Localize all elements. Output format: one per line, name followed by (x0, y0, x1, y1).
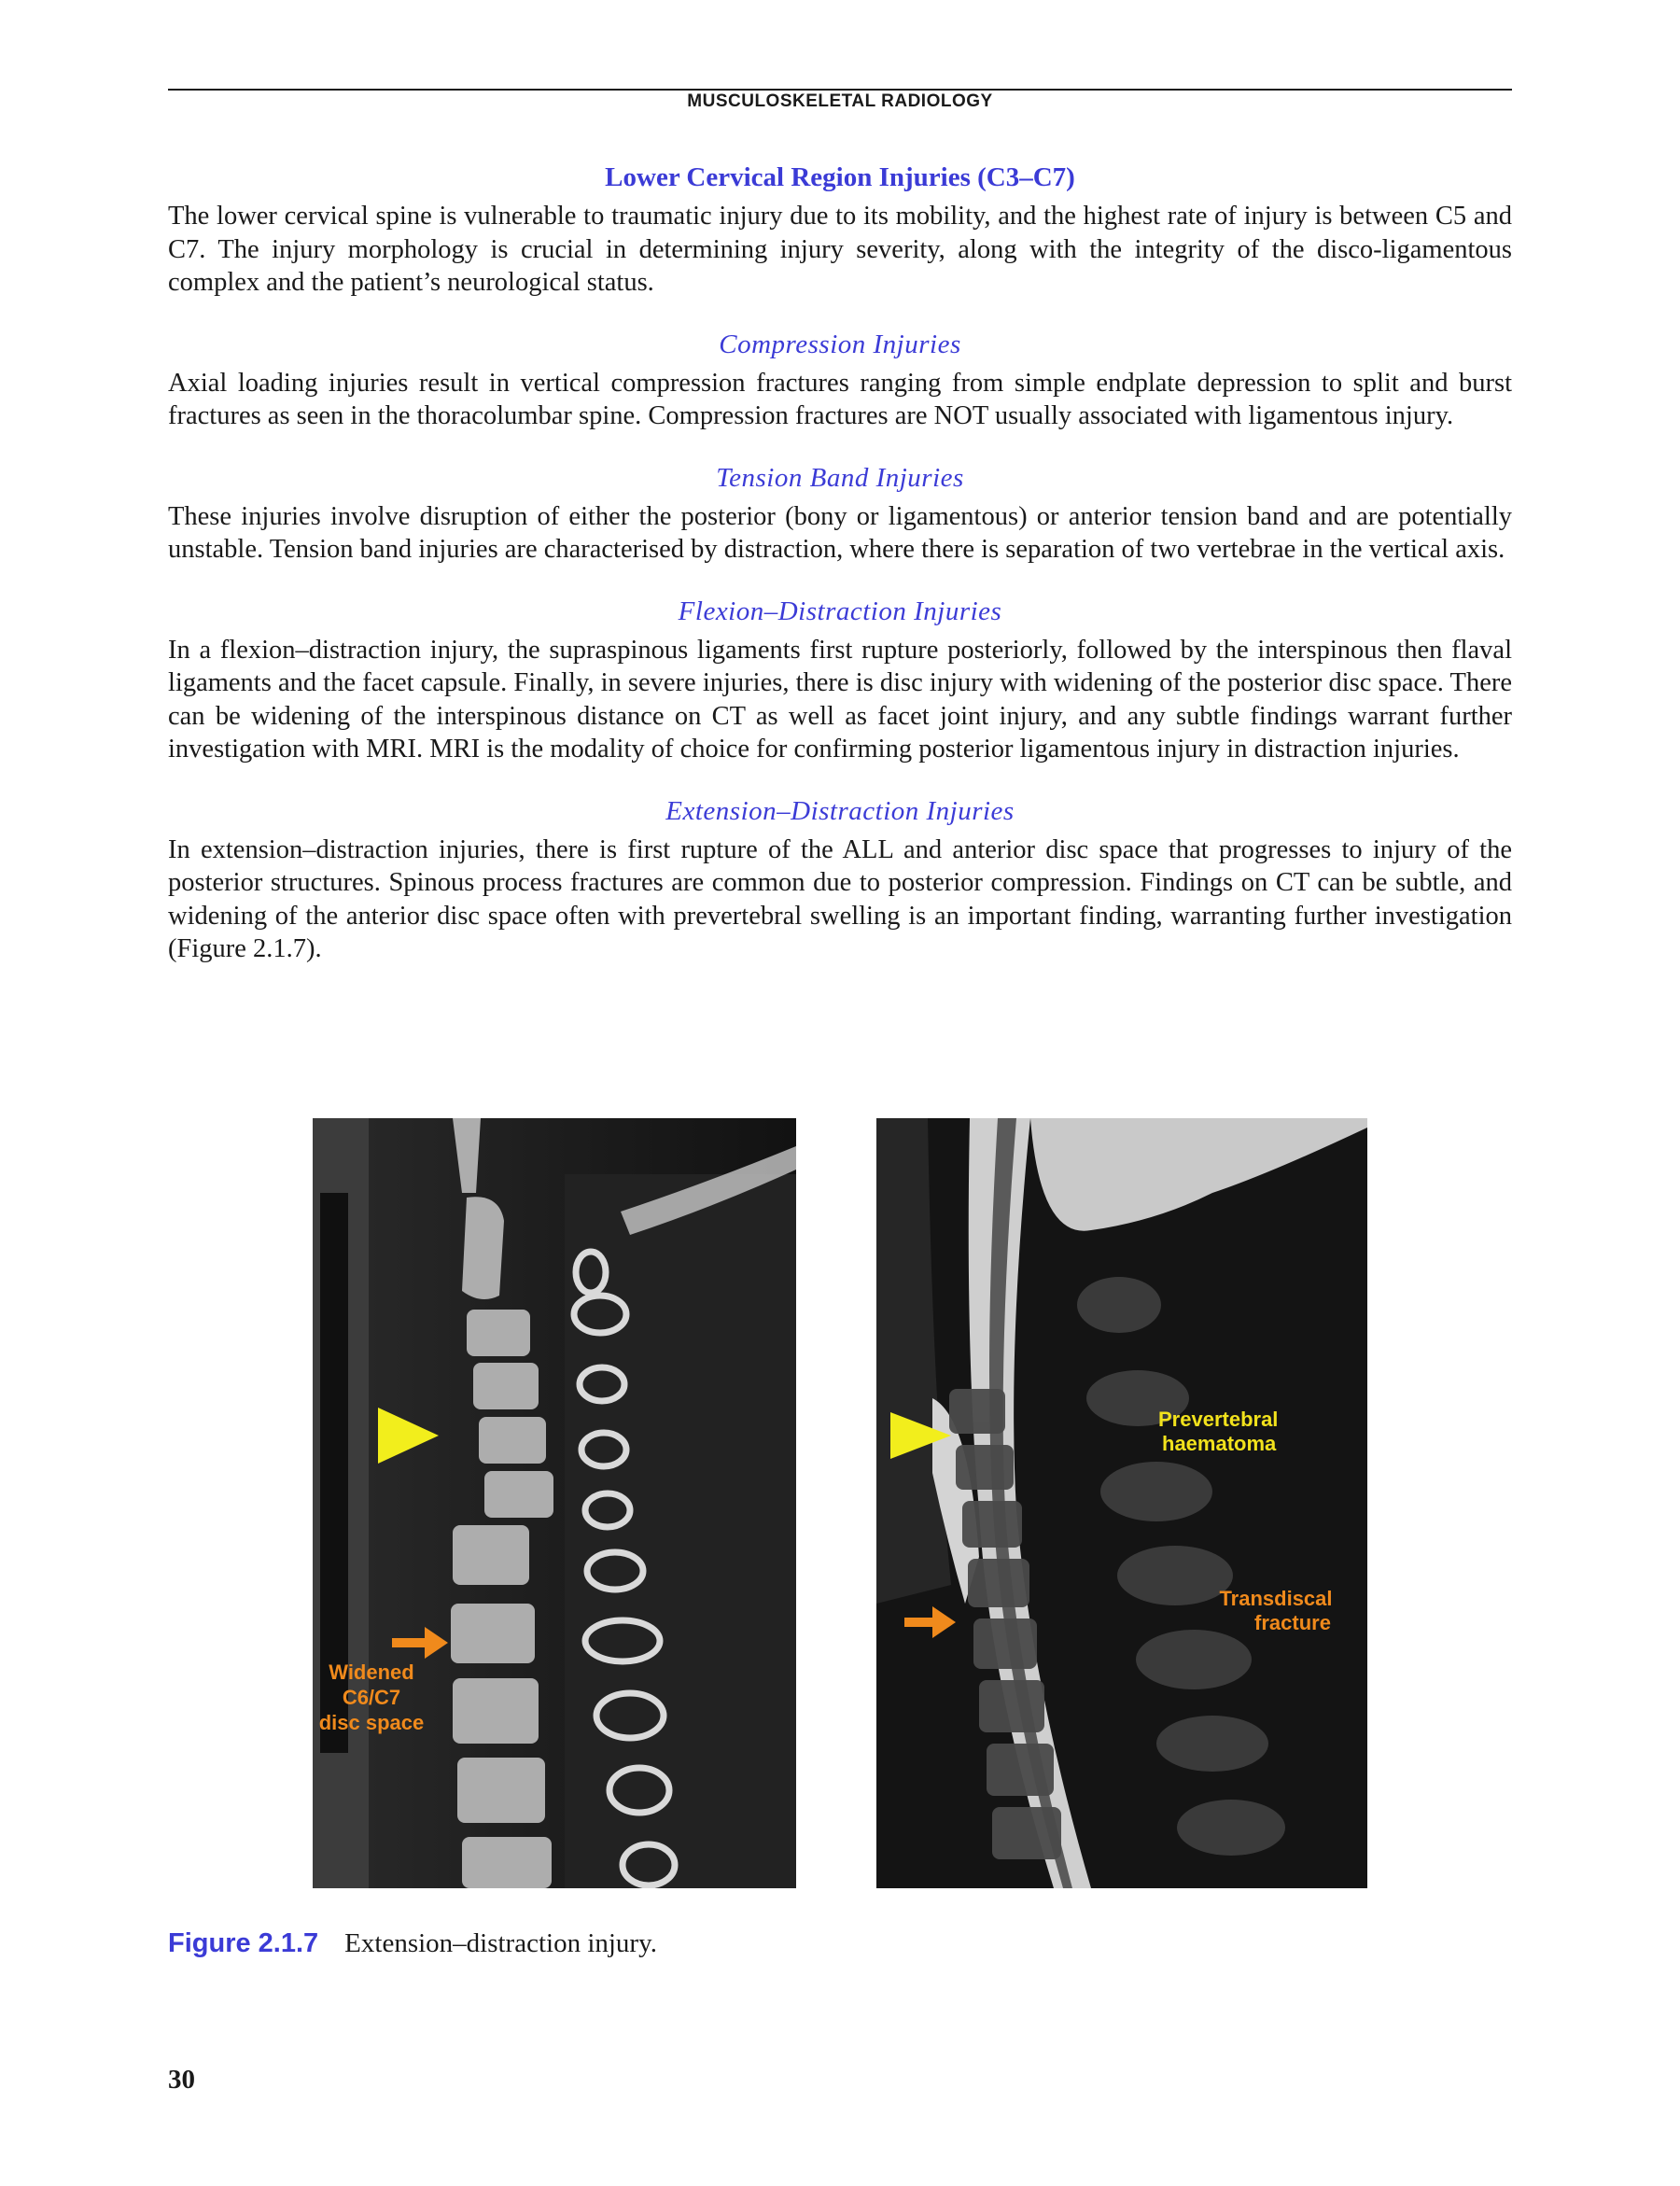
ct-label-line3: disc space (318, 1711, 425, 1734)
main-text (168, 161, 1512, 966)
ct-sagittal-image (313, 1118, 796, 1888)
figure-number: Figure 2.1.7 (168, 1928, 319, 1958)
figure-caption (168, 1928, 657, 1959)
figure-2-1-7 (0, 1118, 1680, 1888)
mri-prevertebral-line2: haematoma (1162, 1432, 1277, 1455)
running-head: MUSCULOSKELETAL RADIOLOGY (687, 91, 993, 111)
paragraph-compression: Axial loading injuries result in vertical compression fractures ranging from simple endplate depression to split and burst fractures as seen in the thoracolumbar spine. Compression fractures are NOT usually associated with ligamentous injury. (168, 368, 1512, 430)
mri-sagittal-image (876, 1118, 1367, 1888)
mri-prevertebral-line1: Prevertebral (1158, 1408, 1279, 1431)
subheading-tension-band: Tension Band Injuries (716, 462, 964, 493)
paragraph-tension-band: These injuries involve disruption of either the posterior (bony or ligamentous) or anterior tension band and are potentially unstable. Tension band injuries are characterised by distraction, where there is separation of two vertebrae in the vertical axis. (168, 501, 1512, 564)
ct-label-line2: C6/C7 (342, 1686, 401, 1709)
subheading-compression: Compression Injuries (719, 329, 961, 359)
header-rule (168, 89, 1512, 91)
paragraph-flexion-distraction: In a flexion–distraction injury, the supraspinous ligaments first rupture posteriorly, followed by the interspinous then flaval ligaments and the facet capsule. Finally, in severe injuries, there is disc injury with widening of the posterior disc space. There can be widening of the interspinous distance on CT as well as facet joint injury, and any subtle findings warrant further investigation with MRI. MRI is the modality of choice for confirming posterior ligamentous injury in distraction injuries. (168, 635, 1512, 764)
section-heading-lower-cervical: Lower Cervical Region Injuries (C3–C7) (605, 162, 1075, 192)
figure-caption-text: Extension–distraction injury. (344, 1928, 657, 1958)
subheading-extension-distraction: Extension–Distraction Injuries (665, 795, 1015, 826)
page-number: 30 (168, 2065, 195, 2095)
paragraph-lower-cervical: The lower cervical spine is vulnerable to traumatic injury due to its mobility, and the highest rate of injury is between C5 and C7. The injury morphology is crucial in determining injury severity, along with the integrity of the disco-ligamentous complex and the patient’s neurological status. (168, 202, 1512, 297)
mri-transdiscal-line2: fracture (1254, 1611, 1331, 1634)
ct-label-line1: Widened (329, 1661, 414, 1684)
paragraph-extension-distraction: In extension–distraction injuries, there is first rupture of the ALL and anterior disc space that progresses to injury of the posterior structures. Spinous process fractures are common due to posterior compression. Findings on CT can be subtle, and widening of the anterior disc space often with prevertebral swelling is an important finding, warranting further investigation (Figure 2.1.7). (168, 834, 1512, 963)
subheading-flexion-distraction: Flexion–Distraction Injuries (678, 596, 1002, 626)
mri-transdiscal-line1: Transdiscal (1219, 1587, 1333, 1610)
